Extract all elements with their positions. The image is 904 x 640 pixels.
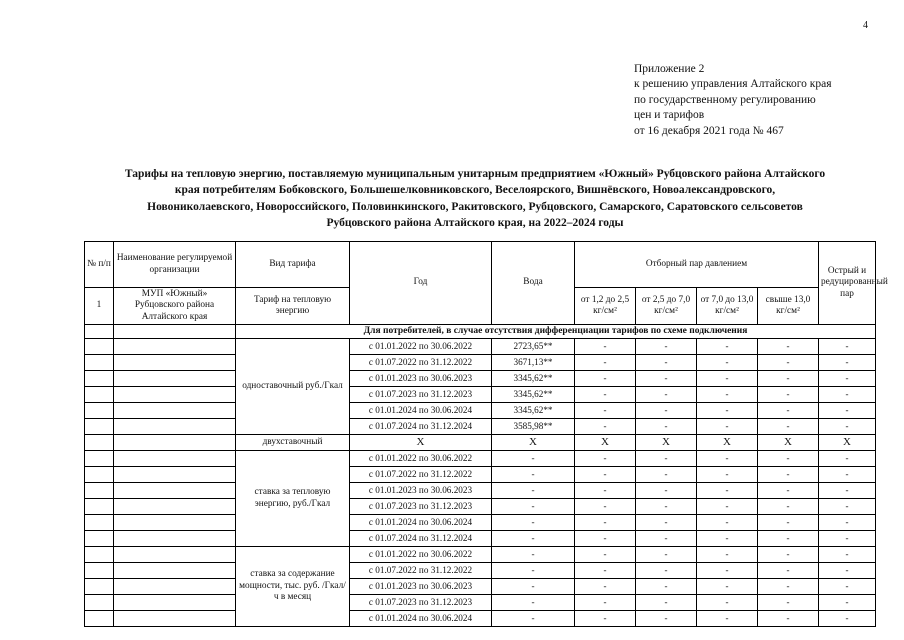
value-cell: - [575,499,636,515]
value-cell: - [697,531,758,547]
value-cell: - [758,371,819,387]
heat-rate-label: ставка за тепловую энергию, руб./Гкал [236,451,350,547]
two-rate-label: двухставочный [236,435,350,451]
water-cell: - [492,579,575,595]
value-cell: - [636,355,697,371]
value-cell: - [697,403,758,419]
value-cell: - [575,403,636,419]
table-row [85,451,876,467]
value-cell: - [697,387,758,403]
value-cell: - [819,387,876,403]
water-cell: - [492,467,575,483]
title-line: края потребителям Бобковского, Большешелковниковского, Веселоярского, Вишнёвского, Новоалександровского, [174,184,776,197]
capacity-rate-label: ставка за содержание мощности, тыс. руб. /Гкал/ч в месяц [236,547,350,627]
header-row [85,242,876,288]
value-cell: - [758,515,819,531]
table-row [85,499,876,515]
water-cell: - [492,595,575,611]
water-cell: - [492,531,575,547]
value-cell: - [636,563,697,579]
table-row [85,355,876,371]
x-cell: X [636,435,697,451]
value-cell: - [636,531,697,547]
value-cell: - [636,403,697,419]
appendix-line: Приложение 2 [634,63,705,75]
appendix-line: по государственному регулированию [634,93,816,106]
period-cell: с 01.07.2022 по 31.12.2022 [350,355,492,371]
value-cell: - [636,499,697,515]
value-cell: - [636,595,697,611]
value-cell: - [819,483,876,499]
header-year: Год [350,242,492,325]
period-cell: с 01.01.2024 по 30.06.2024 [350,515,492,531]
table-row [85,419,876,435]
header-num: № п/п [85,242,114,288]
value-cell: - [575,355,636,371]
value-cell: - [575,515,636,531]
subheader: Для потребителей, в случае отсутствия дифференциации тарифов по схеме подключения [236,325,876,339]
table-row [85,515,876,531]
value-cell: - [636,483,697,499]
table-row [85,547,876,563]
header-org: Наименование регулируемой организации [114,242,236,288]
water-cell: - [492,483,575,499]
water-cell: - [492,547,575,563]
value-cell: - [819,371,876,387]
period-cell: с 01.01.2022 по 30.06.2022 [350,547,492,563]
table-row [85,435,876,451]
period-cell: с 01.07.2023 по 31.12.2023 [350,387,492,403]
value-cell: - [758,579,819,595]
page-number: 4 [863,20,868,31]
value-cell: - [758,483,819,499]
value-cell: - [575,339,636,355]
tariff-table [84,241,888,627]
steam-col-1: от 1,2 до 2,5 кг/см² [575,288,636,325]
value-cell: - [819,339,876,355]
period-cell: с 01.01.2023 по 30.06.2023 [350,483,492,499]
table-row [85,595,876,611]
value-cell: - [575,483,636,499]
water-cell: 2723,65** [492,339,575,355]
period-cell: с 01.07.2023 по 31.12.2023 [350,499,492,515]
value-cell: - [758,563,819,579]
value-cell: - [575,563,636,579]
x-cell: X [697,435,758,451]
header-water: Вода [492,242,575,325]
value-cell: - [636,387,697,403]
table-row [85,531,876,547]
value-cell: - [758,419,819,435]
value-cell: - [636,547,697,563]
x-cell: X [575,435,636,451]
period-cell: с 01.07.2022 по 31.12.2022 [350,467,492,483]
value-cell: - [697,563,758,579]
value-cell: - [697,547,758,563]
table-row [85,483,876,499]
value-cell: - [697,371,758,387]
value-cell: - [758,499,819,515]
table-row [85,371,876,387]
value-cell: - [697,451,758,467]
period-cell: с 01.01.2023 по 30.06.2023 [350,579,492,595]
value-cell: - [819,563,876,579]
value-cell: - [636,339,697,355]
value-cell: - [575,419,636,435]
value-cell: - [575,611,636,627]
subheader-row [85,325,876,339]
value-cell: - [575,531,636,547]
value-cell: - [819,451,876,467]
table-row [85,467,876,483]
org-num: 1 [85,288,114,325]
value-cell: - [819,515,876,531]
appendix-line: к решению управления Алтайского края [634,78,832,91]
appendix-line: цен и тарифов [634,109,705,122]
value-cell: - [758,467,819,483]
value-cell: - [758,339,819,355]
one-rate-label: одноставочный руб./Гкал [236,339,350,435]
value-cell: - [697,419,758,435]
value-cell: - [758,531,819,547]
value-cell: - [636,579,697,595]
org-name: МУП «Южный» Рубцовского района Алтайского края [114,288,236,325]
value-cell: - [575,371,636,387]
table-row [85,611,876,627]
value-cell: - [697,483,758,499]
x-cell: X [350,435,492,451]
period-cell: с 01.01.2022 по 30.06.2022 [350,451,492,467]
value-cell: - [819,595,876,611]
table-row [85,563,876,579]
value-cell: - [758,451,819,467]
value-cell: - [636,467,697,483]
appendix-line: от 16 декабря 2021 года № 467 [634,124,784,137]
value-cell: - [697,595,758,611]
value-cell: - [697,515,758,531]
table-row [85,387,876,403]
steam-col-3: от 7,0 до 13,0 кг/см² [697,288,758,325]
water-cell: - [492,499,575,515]
value-cell: - [758,595,819,611]
value-cell: - [575,579,636,595]
value-cell: - [697,355,758,371]
document-title [60,166,890,232]
value-cell: - [819,403,876,419]
value-cell: - [758,387,819,403]
value-cell: - [758,611,819,627]
period-cell: с 01.01.2024 по 30.06.2024 [350,611,492,627]
value-cell: - [697,579,758,595]
value-cell: - [758,547,819,563]
water-cell: - [492,515,575,531]
value-cell: - [636,611,697,627]
value-cell: - [758,403,819,419]
header-steam: Отборный пар давлением [575,242,819,288]
x-cell: X [758,435,819,451]
period-cell: с 01.07.2022 по 31.12.2022 [350,563,492,579]
water-cell: - [492,611,575,627]
header-tariff-type: Вид тарифа [236,242,350,288]
table-row [85,579,876,595]
value-cell: - [575,467,636,483]
value-cell: - [575,547,636,563]
value-cell: - [819,547,876,563]
steam-col-4: свыше 13,0 кг/см² [758,288,819,325]
value-cell: - [819,531,876,547]
water-cell: - [492,563,575,579]
value-cell: - [697,467,758,483]
value-cell: - [636,515,697,531]
value-cell: - [575,387,636,403]
value-cell: - [819,467,876,483]
x-cell: X [819,435,876,451]
value-cell: - [697,499,758,515]
title-line: Рубцовского района Алтайского края, на 2022–2024 годы [326,217,624,230]
value-cell: - [697,611,758,627]
x-cell: X [492,435,575,451]
value-cell: - [819,579,876,595]
period-cell: с 01.01.2024 по 30.06.2024 [350,403,492,419]
period-cell: с 01.07.2024 по 31.12.2024 [350,531,492,547]
header-sharp-steam: Острый и редуцированный пар [819,242,876,325]
value-cell: - [636,371,697,387]
steam-col-2: от 2,5 до 7,0 кг/см² [636,288,697,325]
value-cell: - [758,355,819,371]
table-row [85,403,876,419]
org-tariff-type: Тариф на тепловую энергию [236,288,350,325]
value-cell: - [697,339,758,355]
water-cell: - [492,451,575,467]
value-cell: - [819,355,876,371]
value-cell: - [819,611,876,627]
period-cell: с 01.01.2023 по 30.06.2023 [350,371,492,387]
water-cell: 3671,13** [492,355,575,371]
title-line: Новониколаевского, Новороссийского, Половинкинского, Ракитовского, Рубцовского, Самарского, Саратовского сельсоветов [147,200,803,213]
title-line: Тарифы на тепловую энергию, поставляемую муниципальным унитарным предприятием «Южный» Рубцовского района Алтайского [124,168,826,180]
value-cell: - [819,499,876,515]
value-cell: - [636,419,697,435]
value-cell: - [636,451,697,467]
period-cell: с 01.07.2023 по 31.12.2023 [350,595,492,611]
period-cell: с 01.07.2024 по 31.12.2024 [350,419,492,435]
appendix-block [634,62,832,139]
water-cell: 3345,62** [492,387,575,403]
value-cell: - [819,419,876,435]
water-cell: 3345,62** [492,371,575,387]
table-row [85,339,876,355]
value-cell: - [575,451,636,467]
value-cell: - [575,595,636,611]
period-cell: с 01.01.2022 по 30.06.2022 [350,339,492,355]
water-cell: 3585,98** [492,419,575,435]
water-cell: 3345,62** [492,403,575,419]
